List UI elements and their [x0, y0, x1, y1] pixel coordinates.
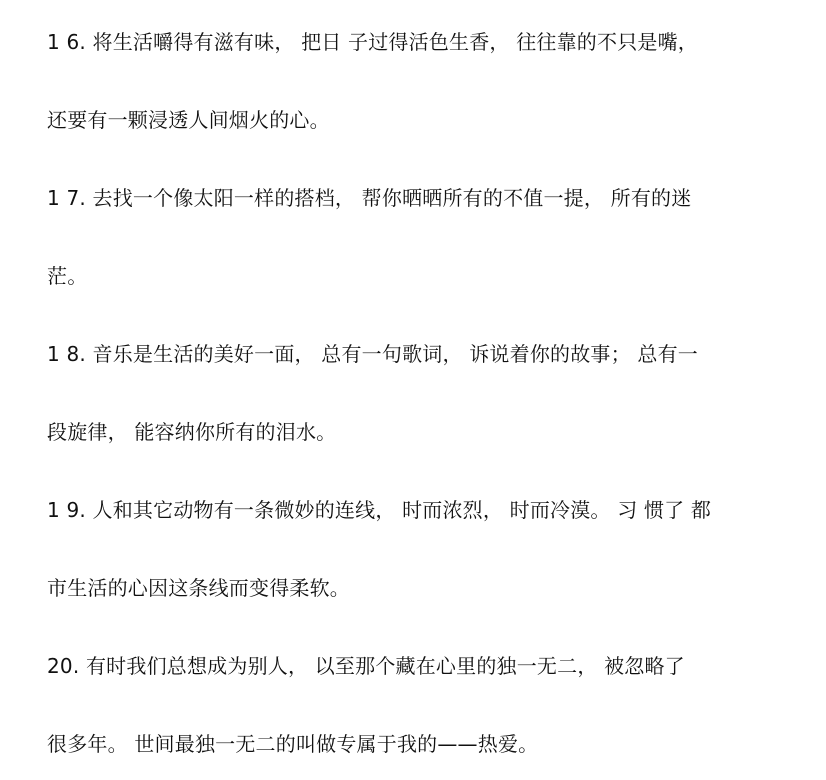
text-line-18b: 段旋律， 能容纳你所有的泪水。: [47, 420, 337, 444]
text-line-20b: 很多年。 世间最独一无二的叫做专属于我的——热爱。: [47, 732, 539, 756]
text-line-18a: 1 8. 音乐是生活的美好一面， 总有一句歌词， 诉说着你的故事； 总有一: [47, 342, 698, 366]
text-line-20a: 20. 有时我们总想成为别人， 以至那个藏在心里的独一无二， 被忽略了: [47, 654, 685, 678]
text-line-17b: 茫。: [47, 264, 88, 288]
text-line-19a: 1 9. 人和其它动物有一条微妙的连线， 时而浓烈， 时而冷漠。 习 惯了 都: [47, 498, 712, 522]
text-line-16a: 1 6. 将生活嚼得有滋有味， 把日 子过得活色生香， 往往靠的不只是嘴，: [47, 30, 698, 54]
text-line-17a: 1 7. 去找一个像太阳一样的搭档， 帮你晒晒所有的不值一提， 所有的迷: [47, 186, 692, 210]
text-line-19b: 市生活的心因这条线而变得柔软。: [47, 576, 350, 600]
text-line-16b: 还要有一颗浸透人间烟火的心。: [47, 108, 330, 132]
